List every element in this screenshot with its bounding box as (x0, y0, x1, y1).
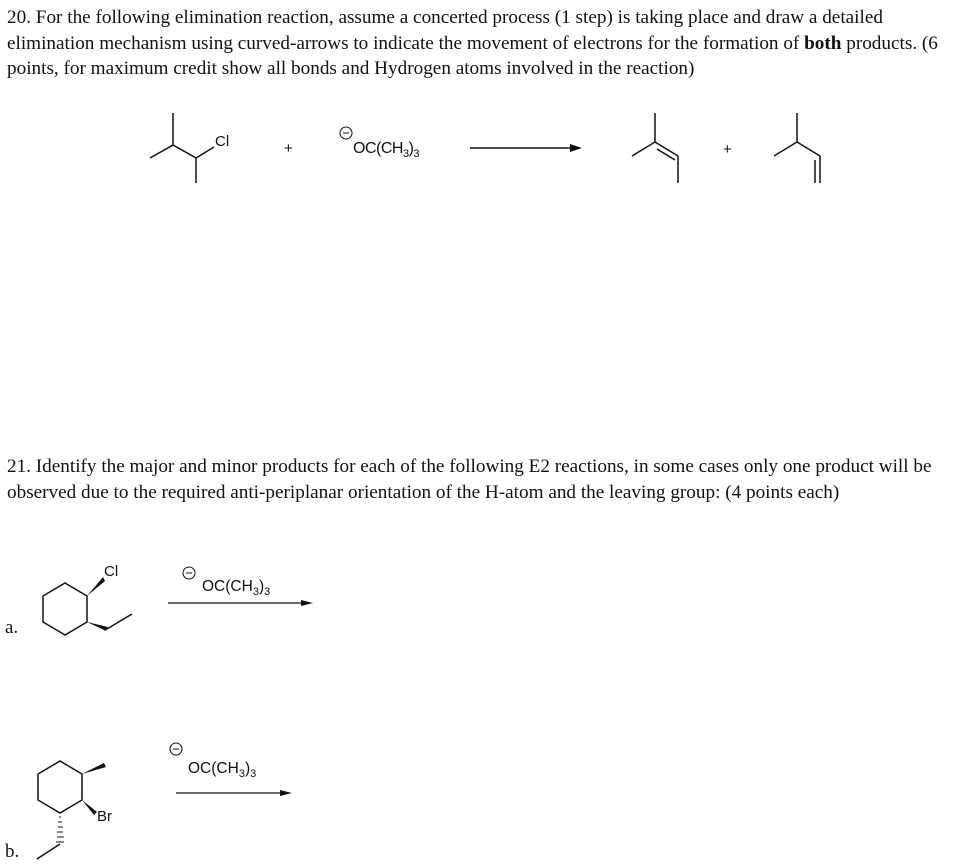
tert-butoxide-label-a: $OC(CH_3)_3$ (202, 578, 271, 599)
tert-butoxide-label-b: $OC(CH_3)_3$ (188, 760, 257, 781)
question-21-text: 21. Identify the major and minor products for each of the following E2 reactions, in some cases only one product will be observed due to the required anti-periplanar orientation of the H-atom and the leaving group: (4 points each) (7, 456, 932, 503)
cyclohexane-b (37, 761, 106, 859)
product-3-methyl-1-butene (774, 113, 820, 183)
bromine-label-b: Br (97, 808, 112, 825)
plus-sign-products: + (723, 141, 732, 158)
q20-text-b: products. (6 points, for maximum credit show all bonds and Hydrogen atoms involved in the reaction) (7, 32, 938, 80)
reaction-arrow-b (176, 790, 292, 796)
plus-sign: + (284, 140, 293, 157)
chlorine-label: Cl (215, 133, 230, 150)
cyclohexane-a (43, 577, 132, 635)
chlorine-label-a: Cl (104, 563, 119, 580)
q20-bold: both (804, 32, 842, 54)
reactant-2-chloro-3-methylbutane (150, 113, 214, 183)
reaction-arrow (470, 144, 582, 152)
product-2-methyl-2-butene (632, 113, 678, 183)
tert-butoxide-label: $OC(CH_3)_3$ (353, 140, 420, 161)
part-b-label: b. (5, 841, 20, 862)
reaction-arrow-a (168, 600, 313, 606)
part-a-label: a. (5, 617, 19, 638)
q20-text-a: 20. For the following elimination reaction, assume a concerted process (1 step) is taking place and draw a detailed elimination mechanism using curved-arrows to indicate the movement of electrons for the formation of (7, 7, 883, 54)
